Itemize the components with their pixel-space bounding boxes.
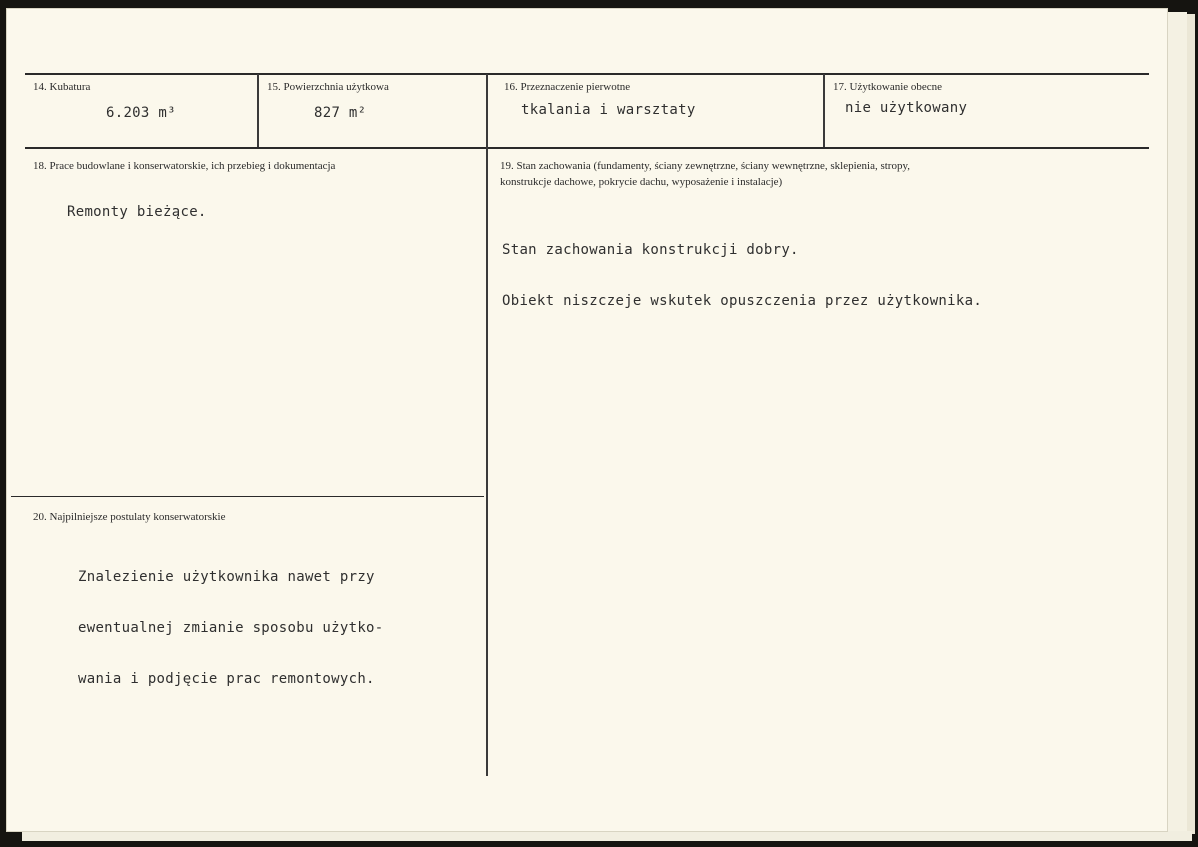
field-19-label: [500, 158, 910, 190]
top-rule: [25, 73, 1149, 75]
stacked-card-bottom: [22, 831, 1192, 841]
field-20-value: [78, 535, 384, 722]
field-20-line: Znalezienie użytkownika nawet przy: [78, 569, 375, 585]
field-19-line: Obiekt niszczeje wskutek opuszczenia przez użytkownika.: [502, 293, 983, 309]
inventory-card: [7, 9, 1167, 831]
row-divider: [25, 147, 1149, 149]
column-divider: [486, 74, 488, 776]
stacked-card-edge: [1167, 12, 1187, 834]
field-20-line: ewentualnej zmianie sposobu użytko-: [78, 620, 384, 636]
field-19-label-line: konstrukcje dachowe, pokrycie dachu, wyposażenie i instalacje): [500, 176, 783, 188]
field-19-label-line: 19. Stan zachowania (fundamenty, ściany zewnętrzne, ściany wewnętrzne, sklepienia, stropy,: [500, 160, 911, 172]
field-20-label: 20. Najpilniejsze postulaty konserwatorskie: [33, 511, 226, 523]
field-18-value: Remonty bieżące.: [67, 204, 207, 220]
column-divider: [257, 74, 259, 147]
field-16-label: 16. Przeznaczenie pierwotne: [504, 81, 631, 93]
section-divider: [11, 496, 484, 497]
stacked-card-edge: [1187, 14, 1195, 834]
field-15-value: 827 m²: [314, 105, 367, 121]
field-17-value: nie użytkowany: [845, 100, 968, 116]
field-15-label: 15. Powierzchnia użytkowa: [267, 81, 389, 93]
column-divider: [823, 74, 825, 147]
field-14-value: 6.203 m³: [106, 105, 176, 121]
field-20-line: wania i podjęcie prac remontowych.: [78, 671, 375, 687]
field-19-line: Stan zachowania konstrukcji dobry.: [502, 242, 799, 258]
field-18-label: 18. Prace budowlane i konserwatorskie, ich przebieg i dokumentacja: [33, 160, 336, 172]
field-17-label: 17. Użytkowanie obecne: [833, 81, 943, 93]
field-16-value: tkalania i warsztaty: [521, 102, 696, 118]
field-14-label: 14. Kubatura: [33, 81, 91, 93]
field-19-value: [502, 208, 982, 344]
